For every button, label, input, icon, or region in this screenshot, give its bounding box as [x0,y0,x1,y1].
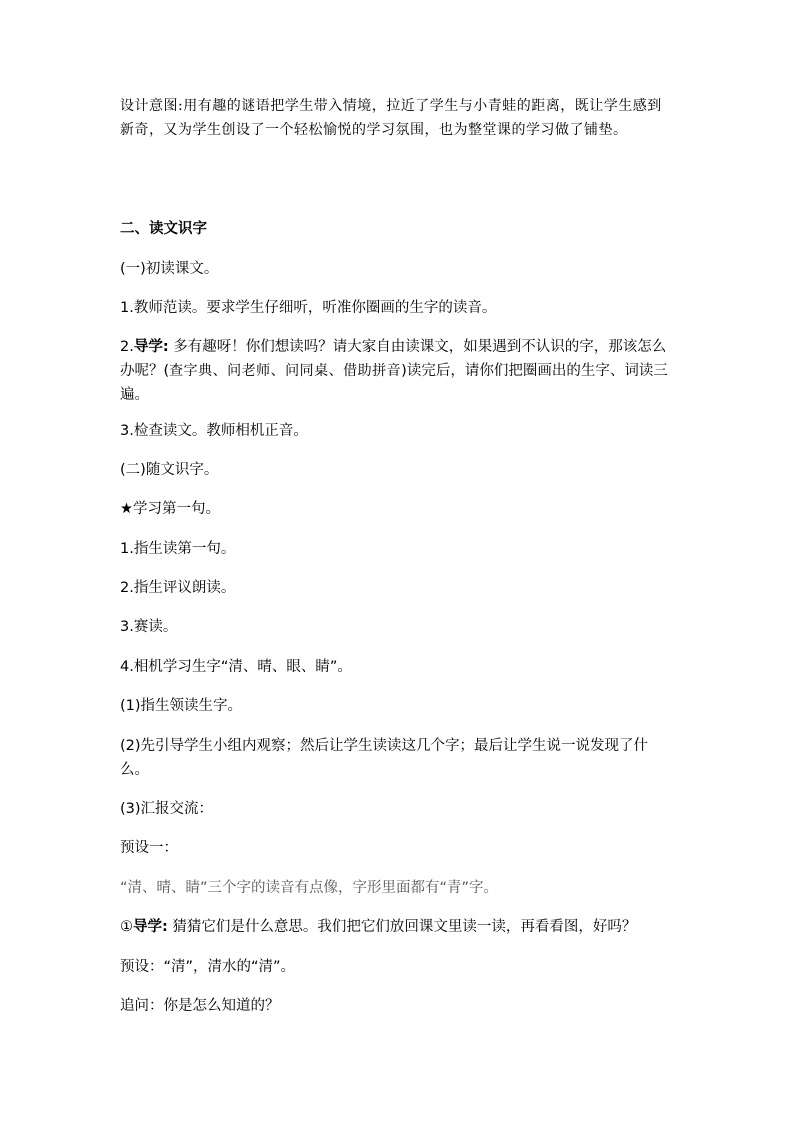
preset-one-text: “清、晴、睛”三个字的读音有点像，字形里面都有“青”字。 [120,880,499,896]
study-first-sentence: ★学习第一句。 [120,501,220,517]
section-heading: 二、读文识字 [120,221,207,237]
design-intent-text: 用有趣的谜语把学生带入情境，拉近了学生与小青蛙的距离，既让学生感到新奇，又为学生创设了一个轻松愉悦的学习氛围，也为整堂课的学习做了铺垫。 [120,98,662,138]
guide-guess-paragraph [120,915,676,939]
substep-2: (2)先引导学生小组内观察；然后让学生读读这几个字；最后让学生说一说发现了什么。 [120,738,649,778]
design-intent-label: 设计意图: [120,98,184,114]
preset-one-label: 预设一： [120,840,178,856]
teacher-reads-paragraph: 1.教师范读。要求学生仔细听，听准你圈画的生字的读音。 [120,300,497,316]
design-intent-paragraph [120,94,676,142]
preset-answer: 预设：“清”，清水的“清”。 [120,959,296,975]
circled-number: ① [120,919,133,935]
guided-reading-paragraph [120,335,676,407]
guide-guess-text: 猜猜它们是什么意思。我们把它们放回课文里读一读，再看看图，好吗？ [172,919,637,935]
step-2: 2.指生评议朗读。 [120,580,236,596]
substep-3: (3)汇报交流： [120,801,214,817]
character-study-heading: (二)随文识字。 [120,462,219,478]
guide-methods: 查字典、问老师、问同桌、借助拼音 [169,363,402,379]
step-4: 4.相机学习生字“清、晴、眼、睛”。 [120,659,352,675]
step-1: 1.指生读第一句。 [120,541,236,557]
step-3: 3.赛读。 [120,619,178,635]
substep-1: (1)指生领读生字。 [120,698,243,714]
follow-up-question: 追问：你是怎么知道的？ [120,998,280,1014]
guide-label-2: 导学: [133,919,168,935]
guide-text-b: )读完后，请你们把圈画出的生字、词读三遍。 [120,363,668,403]
guide-text-a: 多有趣呀！你们想读吗？请大家自由读课文，如果遇到不认识的字，那该怎么办呢？( [120,339,667,379]
first-reading-heading: (一)初读课文。 [120,261,219,277]
guide-label: 导学: [133,339,169,355]
item-number: 2. [120,339,134,355]
check-reading-paragraph: 3.检查读文。教师相机正音。 [120,423,308,439]
